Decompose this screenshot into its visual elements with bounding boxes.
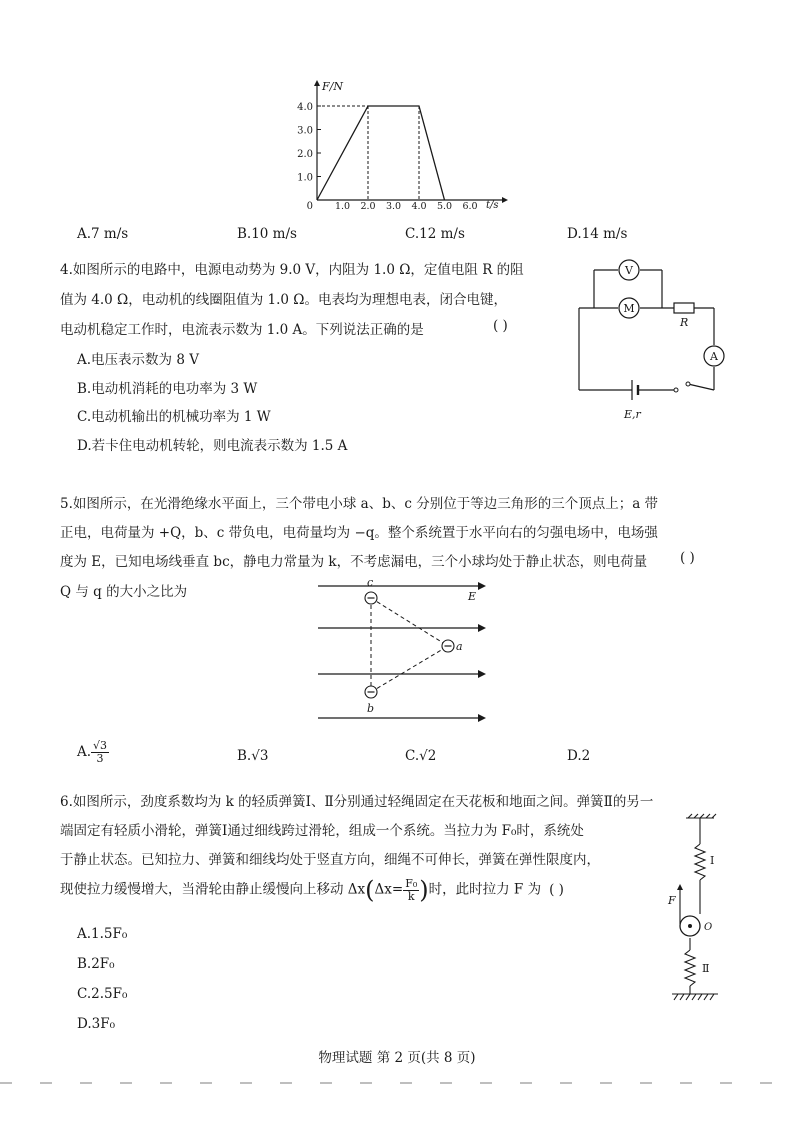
q3-option-b: B.10 m/s — [237, 226, 297, 242]
resistor-icon — [674, 303, 694, 313]
q4-stem-line-1: 4.如图所示的电路中，电源电动势为 9.0 V，内阻为 1.0 Ω，定值电阻 R 的阻 — [60, 262, 524, 278]
x-tick-label: 2.0 — [360, 201, 376, 212]
q3-option-c: C.12 m/s — [405, 226, 465, 242]
page-footer: 物理试题 第 2 页(共 8 页) — [318, 1050, 476, 1066]
q4-stem-line-2: 值为 4.0 Ω，电动机的线圈阻值为 1.0 Ω。电表均为理想电表，闭合电键， — [60, 292, 507, 308]
q5-stem-line-1: 5.如图所示，在光滑绝缘水平面上，三个带电小球 a、b、c 分别位于等边三角形的三个顶点上；a 带 — [60, 496, 659, 512]
q6-option-d: D.3F₀ — [77, 1016, 116, 1032]
charge-diagram — [316, 578, 496, 728]
x-tick-label: 6.0 — [462, 201, 478, 212]
q5-option-a — [77, 740, 109, 765]
q6-option-b: B.2F₀ — [77, 956, 115, 972]
q4-option-c: C.电动机输出的机械功率为 1 W — [77, 409, 271, 425]
force-curve — [317, 106, 445, 200]
q6-dx-eq: Δx= — [374, 881, 404, 898]
q5-option-b: B.√3 — [237, 748, 269, 764]
q6-option-c: C.2.5F₀ — [77, 986, 128, 1002]
graph-y-label: F/N — [322, 80, 343, 93]
q5-option-d: D.2 — [567, 748, 591, 764]
q6-line4-start: 现使拉力缓慢增大，当滑轮由静止缓慢向上移动 Δx — [60, 881, 366, 898]
q6-stem-line-4: 现使拉力缓慢增大，当滑轮由静止缓慢向上移动 Δx(Δx= $\frac{\text{F₀}}{k}$ )时，此时拉力 F 为 ( ) — [60, 876, 564, 904]
x-tick-label: 5.0 — [436, 201, 453, 212]
q6-option-a: A.1.5F₀ — [77, 926, 128, 942]
y-tick-label: 2.0 — [297, 149, 313, 160]
q5-option-a-label: A. — [77, 744, 92, 760]
pulley-label: O — [704, 922, 713, 933]
switch-icon — [674, 388, 678, 392]
x-tick-label: 4.0 — [411, 201, 427, 212]
graph-x-label: t/s — [486, 200, 499, 211]
voltmeter-label: V — [625, 264, 633, 277]
spring-1-icon — [695, 844, 705, 880]
q6-stem-line-2: 端固定有轻质小滑轮，弹簧Ⅰ通过细线跨过滑轮，组成一个系统。当拉力为 F₀时，系统处 — [60, 823, 584, 839]
spring-1-label: Ⅰ — [710, 854, 715, 867]
page-bottom-rule — [0, 1082, 794, 1084]
q3-option-d: D.14 m/s — [567, 226, 628, 242]
q6-stem-line-1: 6.如图所示，劲度系数均为 k 的轻质弹簧Ⅰ、Ⅱ分别通过轻绳固定在天花板和地面之间。弹簧Ⅱ的另一 — [60, 794, 654, 810]
q5-answer-paren: ( ) — [680, 550, 695, 566]
q5-option-a-fraction: $\frac{√3}{3}$ — [93, 739, 108, 765]
charge-b-label: b — [367, 702, 375, 715]
motor-label: M — [623, 302, 635, 315]
field-e-label: E — [468, 590, 477, 603]
q5-stem-line-2: 正电，电荷量为 +Q，b、c 带负电，电荷量均为 −q。整个系统置于水平向右的匀强电场中，电场强 — [60, 525, 658, 541]
resistor-label: R — [680, 316, 689, 329]
graph-origin: 0 — [306, 201, 313, 212]
circuit-diagram — [574, 250, 734, 445]
y-tick-label: 1.0 — [297, 172, 313, 184]
q4-option-a: A.电压表示数为 8 V — [77, 352, 199, 368]
q3-option-a: A.7 m/s — [77, 226, 129, 242]
q4-option-d: D.若卡住电动机转轮，则电流表示数为 1.5 A — [77, 438, 348, 454]
spring-2-icon — [685, 950, 695, 986]
spring-2-label: Ⅱ — [702, 962, 710, 975]
q5-stem-line-3: 度为 E，已知电场线垂直 bc，静电力常量为 k，不考虑漏电，三个小球均处于静止状态，则电荷量 — [60, 554, 648, 570]
q4-answer-paren: ( ) — [493, 318, 508, 334]
force-label: F — [668, 894, 676, 907]
source-label: E,r — [624, 408, 641, 421]
x-tick-label: 3.0 — [385, 201, 402, 212]
q6-dx-fraction: $\frac{\text{F₀}}{k}$ — [405, 876, 418, 903]
q4-option-b: B.电动机消耗的电功率为 3 W — [77, 381, 258, 397]
q5-option-c: C.√2 — [405, 748, 437, 764]
y-tick-label: 3.0 — [297, 125, 313, 137]
q6-answer-paren: ( ) — [549, 881, 564, 898]
q4-stem-line-3: 电动机稳定工作时，电流表示数为 1.0 A。下列说法正确的是 — [60, 322, 424, 338]
q6-stem-line-3: 于静止状态。已知拉力、弹簧和细线均处于竖直方向，细绳不可伸长，弹簧在弹性限度内， — [60, 852, 600, 868]
force-time-graph — [290, 78, 520, 218]
ammeter-label: A — [710, 350, 718, 363]
q5-stem-line-4: Q 与 q 的大小之比为 — [60, 584, 188, 600]
y-tick-label: 4.0 — [297, 102, 313, 113]
q6-line4-end: 时，此时拉力 F 为 — [428, 881, 542, 898]
charge-c-label: c — [367, 576, 374, 589]
spring-pulley-diagram — [668, 814, 748, 1004]
charge-a-label: a — [456, 640, 463, 653]
x-tick-label: 1.0 — [334, 201, 351, 212]
